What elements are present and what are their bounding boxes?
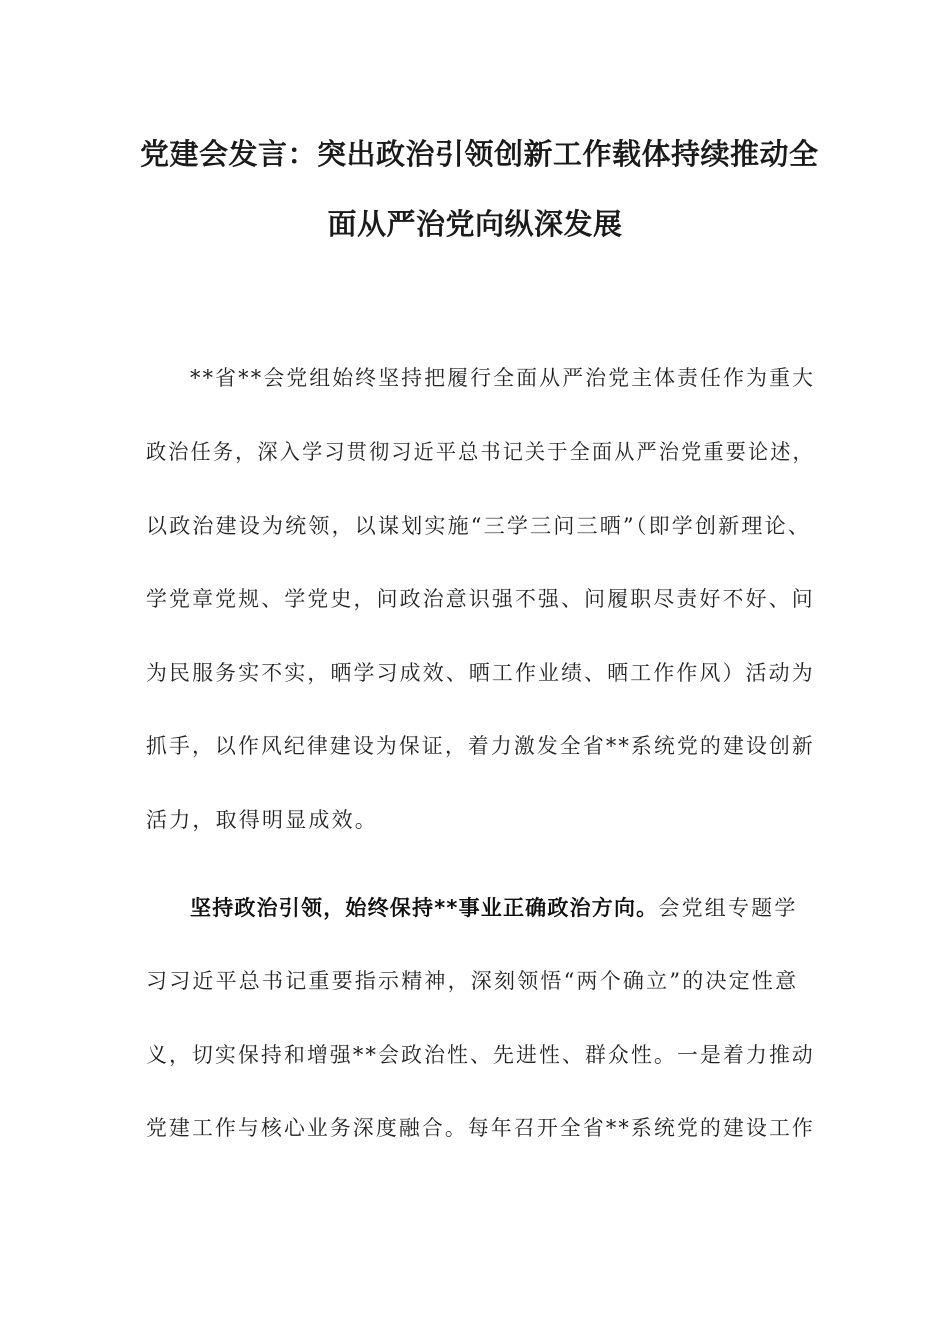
paragraph-1-line: **省**会党组始终坚持把履行全面从严治党主体责任作为重大 (190, 366, 816, 390)
document-title-line-2: 面从严治党向纵深发展 (327, 207, 623, 241)
paragraph-2-line: 习习近平总书记重要指示精神，深刻领悟“两个确立”的决定性意 (146, 969, 799, 993)
paragraph-1-line: 学党章党规、学党史，问政治意识强不强、问履职尽责好不好、问 (146, 587, 815, 611)
paragraph-1-line: 活力，取得明显成效。 (146, 808, 378, 832)
document-title-line-1: 党建会发言：突出政治引领创新工作载体持续推动全 (140, 137, 819, 171)
paragraph-1-line: 政治任务，深入学习贯彻习近平总书记关于全面从严治党重要论述， (146, 440, 815, 464)
paragraph-2-line: 党建工作与核心业务深度融合。每年召开全省**系统党的建设工作 (146, 1116, 815, 1140)
paragraph-1-line: 以政治建设为统领，以谋划实施“三学三问三晒”（即学创新理论、 (146, 514, 811, 538)
paragraph-1-line: 为民服务实不实，晒学习成效、晒工作业绩、晒工作作风）活动为 (146, 661, 815, 685)
paragraph-2-first-line (190, 893, 798, 923)
paragraph-2-lead: 坚持政治引领，始终保持**事业正确政治方向。 (190, 896, 659, 920)
paragraph-2-line: 义，切实保持和增强**会政治性、先进性、群众性。一是着力推动 (146, 1043, 815, 1067)
paragraph-1-line: 抓手，以作风纪律建设为保证，着力激发全省**系统党的建设创新 (146, 734, 815, 758)
paragraph-2-first-line-rest: 会党组专题学 (658, 896, 798, 920)
